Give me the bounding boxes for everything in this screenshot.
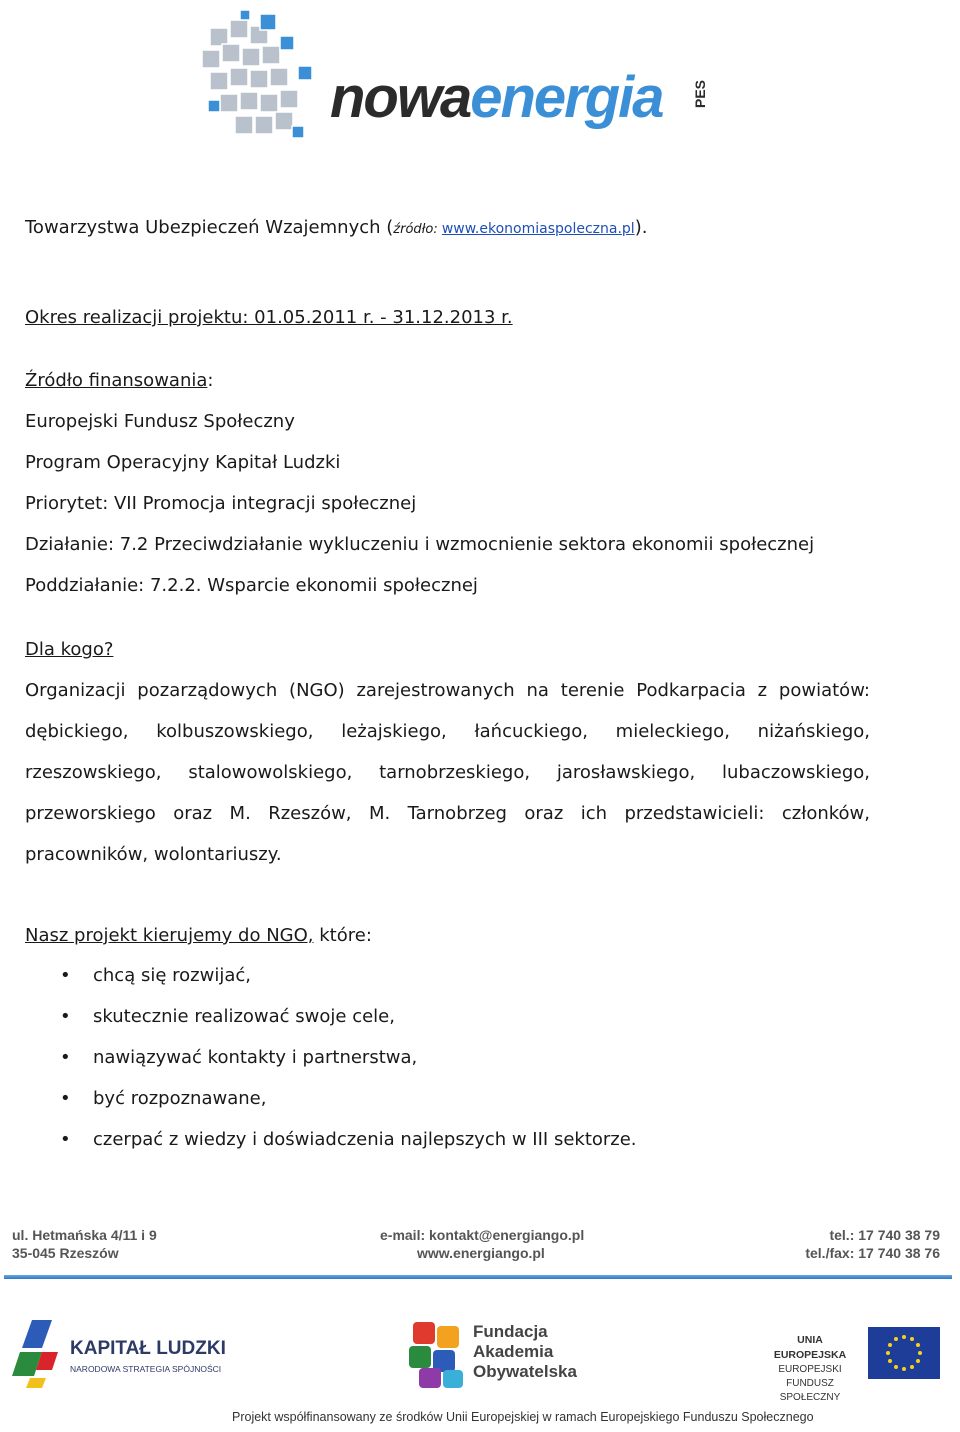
kapital-ludzki-emblem-icon <box>12 1318 62 1388</box>
footer-online <box>380 1226 584 1262</box>
funding-line: Poddziałanie: 7.2.2. Wsparcie ekonomii społecznej <box>25 575 478 596</box>
intro-text: Towarzystwa Ubezpieczeń Wzajemnych ( <box>25 217 394 238</box>
eu-flag-icon <box>868 1327 940 1379</box>
list-item-text: czerpać z wiedzy i doświadczenia najlepszych w III sektorze. <box>93 1129 637 1150</box>
list-item <box>60 1128 637 1169</box>
kapital-ludzki-subtitle: NARODOWA STRATEGIA SPÓJNOŚCI <box>70 1364 222 1374</box>
funding-line: Działanie: 7.2 Przeciwdziałanie wykluczeniu i wzmocnienie sektora ekonomii społecznej <box>25 534 815 555</box>
audience-heading: Dla kogo? <box>25 639 114 660</box>
audience-line: przeworskiego oraz M. Rzeszów, M. Tarnobrzeg oraz ich przedstawicieli: członków, <box>25 803 870 824</box>
eu-text <box>760 1333 860 1405</box>
list-item-text: skutecznie realizować swoje cele, <box>93 1006 395 1027</box>
bullet-icon: • <box>60 1088 71 1109</box>
logo-wordmark <box>330 65 663 130</box>
address-line: 35-045 Rzeszów <box>12 1245 119 1261</box>
fundacja-line: Obywatelska <box>473 1362 577 1381</box>
footer-address <box>12 1226 157 1262</box>
puzzle-icon <box>405 1318 469 1390</box>
footer-divider <box>4 1275 952 1279</box>
eu-line: FUNDUSZ SPOŁECZNY <box>779 1378 841 1403</box>
list-item-text: być rozpoznawane, <box>93 1088 267 1109</box>
eu-line: UNIA EUROPEJSKA <box>773 1334 847 1361</box>
bullet-icon: • <box>60 965 71 986</box>
intro-line <box>25 216 647 242</box>
audience-line: Organizacji pozarządowych (NGO) zarejestrowanych na terenie Podkarpacia z powiatów: <box>25 680 870 701</box>
fundacja-line: Akademia <box>473 1342 554 1361</box>
list-item <box>60 964 637 1005</box>
source-label: źródło: <box>393 222 442 237</box>
target-heading-rest: które: <box>313 925 372 946</box>
target-list <box>60 964 637 1169</box>
nowa-energia-logo <box>180 8 740 158</box>
fundacja-line: Fundacja <box>473 1322 548 1341</box>
kapital-ludzki-title: KAPITAŁ LUDZKI <box>70 1338 226 1359</box>
funding-line: Europejski Fundusz Społeczny <box>25 411 295 432</box>
intro-close: ). <box>634 217 648 238</box>
footer-www[interactable]: www.energiango.pl <box>417 1245 545 1261</box>
period-line <box>25 306 513 330</box>
fundacja-name <box>473 1322 577 1382</box>
funding-label: Źródło finansowania <box>25 370 208 391</box>
footer-email[interactable]: e-mail: kontakt@energiango.pl <box>380 1227 585 1243</box>
eu-line: EUROPEJSKI <box>778 1364 842 1375</box>
list-item <box>60 1087 637 1128</box>
footer-tel: tel.: 17 740 38 79 <box>829 1227 940 1243</box>
target-heading <box>25 924 372 948</box>
target-heading-underlined: Nasz projekt kierujemy do NGO, <box>25 925 314 946</box>
list-item-text: nawiązywać kontakty i partnerstwa, <box>93 1047 418 1068</box>
funding-colon: : <box>207 370 214 391</box>
audience-line: rzeszowskiego, stalowowolskiego, tarnobrzeskiego, jarosławskiego, lubaczowskiego, <box>25 762 870 783</box>
bullet-icon: • <box>60 1006 71 1027</box>
funding-line: Priorytet: VII Promocja integracji społecznej <box>25 493 417 514</box>
footer-fax: tel./fax: 17 740 38 76 <box>805 1245 940 1261</box>
funding-heading <box>25 369 213 393</box>
cube-graphic-icon <box>180 8 340 158</box>
bullet-icon: • <box>60 1047 71 1068</box>
kapital-ludzki-logo <box>12 1318 232 1388</box>
address-line: ul. Hetmańska 4/11 i 9 <box>12 1227 157 1243</box>
period-value: : 01.05.2011 r. - 31.12.2013 r. <box>242 307 513 328</box>
logo-word-energia: energia <box>470 65 663 130</box>
footer-contact <box>0 1226 960 1266</box>
footer-phones <box>805 1226 940 1262</box>
list-item <box>60 1046 637 1087</box>
period-label: Okres realizacji projektu <box>25 307 243 328</box>
audience-paragraph <box>25 670 870 875</box>
logo-suffix: PES <box>692 79 708 108</box>
fundacja-akademia-obywatelska-logo <box>405 1318 595 1392</box>
list-item <box>60 1005 637 1046</box>
audience-line: dębickiego, kolbuszowskiego, leżajskiego, łańcuckiego, mieleckiego, niżańskiego, <box>25 721 870 742</box>
bullet-icon: • <box>60 1129 71 1150</box>
funding-line: Program Operacyjny Kapitał Ludzki <box>25 452 341 473</box>
logo-word-nowa: nowa <box>330 65 471 130</box>
audience-line: pracowników, wolontariuszy. <box>25 844 282 865</box>
cofinancing-note: Projekt współfinansowany ze środków Unii Europejskiej w ramach Europejskiego Funduszu Społecznego <box>232 1410 814 1424</box>
eu-efs-logo <box>760 1325 945 1403</box>
source-link[interactable]: www.ekonomiaspoleczna.pl <box>441 221 635 237</box>
list-item-text: chcą się rozwijać, <box>93 965 251 986</box>
